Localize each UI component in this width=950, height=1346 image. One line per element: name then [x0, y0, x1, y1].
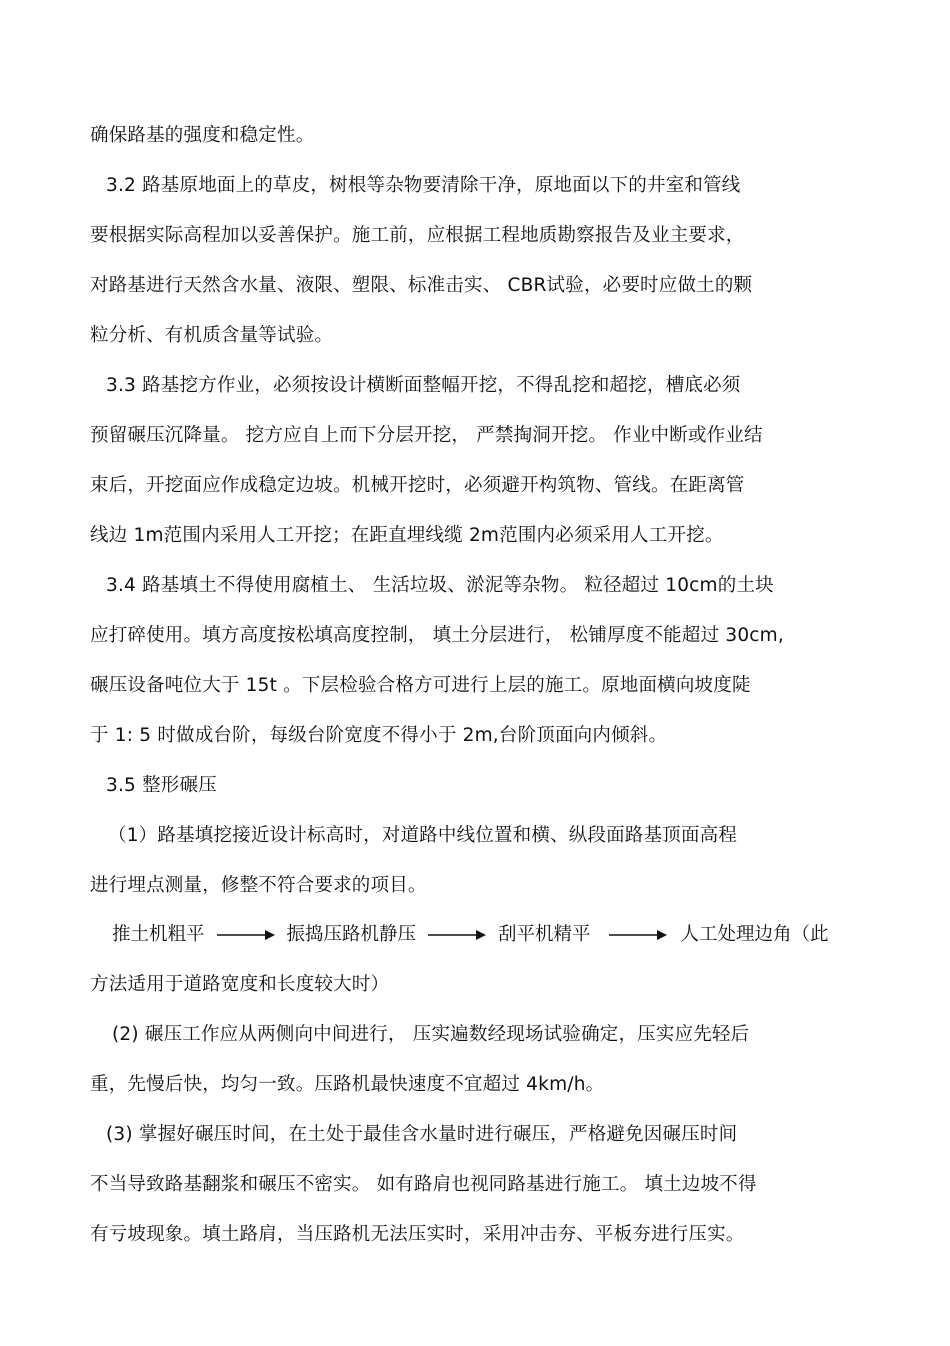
text-line: 不当导致路基翻浆和碾压不密实。 如有路肩也视同路基进行施工。 填土边坡不得 — [90, 1174, 757, 1195]
flow-step: 推土机粗平 — [112, 924, 205, 945]
text-line: 于 1: 5 时做成台阶，每级台阶宽度不得小于 2m,台阶顶面向内倾斜。 — [90, 725, 668, 746]
arrow-right-icon — [609, 928, 667, 942]
text-line: 3.3 路基挖方作业，必须按设计横断面整幅开挖，不得乱挖和超挖，槽底必须 — [106, 375, 741, 396]
flow-step: 人工处理边角（此 — [680, 924, 829, 945]
text-line: 重，先慢后快，均匀一致。压路机最快速度不宜超过 4km/h。 — [90, 1074, 605, 1095]
text-line: (3) 掌握好碾压时间，在土处于最佳含水量时进行碾压，严格避免因碾压时间 — [106, 1124, 738, 1145]
text-line: 要根据实际高程加以妥善保护。施工前，应根据工程地质勘察报告及业主要求， — [90, 225, 745, 246]
text-line: 粒分析、有机质含量等试验。 — [90, 325, 334, 346]
text-line: 3.2 路基原地面上的草皮，树根等杂物要清除干净，原地面以下的井室和管线 — [106, 175, 741, 196]
text-line: 确保路基的强度和稳定性。 — [90, 125, 315, 146]
flow-step: 振捣压路机静压 — [286, 924, 417, 945]
text-line: 方法适用于道路宽度和长度较大时） — [90, 974, 390, 995]
text-line: 预留碾压沉降量。 挖方应自上而下分层开挖， 严禁掏洞开挖。 作业中断或作业结 — [90, 425, 763, 446]
text-line: 应打碎使用。填方高度按松填高度控制， 填土分层进行， 松铺厚度不能超过 30cm, — [90, 625, 784, 646]
text-line: (2) 碾压工作应从两侧向中间进行， 压实遍数经现场试验确定，压实应先轻后 — [112, 1024, 750, 1045]
text-line: 对路基进行天然含水量、液限、塑限、标准击实、 CBR试验，必要时应做土的颗 — [90, 275, 753, 296]
process-flow — [112, 920, 829, 950]
arrow-right-icon — [217, 928, 275, 942]
text-line: 有亏坡现象。填土路肩，当压路机无法压实时，采用冲击夯、平板夯进行压实。 — [90, 1224, 745, 1245]
text-line: （1）路基填挖接近设计标高时，对道路中线位置和横、纵段面路基顶面高程 — [108, 825, 738, 846]
text-line: 进行埋点测量，修整不符合要求的项目。 — [90, 875, 427, 896]
text-line: 碾压设备吨位大于 15t 。下层检验合格方可进行上层的施工。原地面横向坡度陡 — [90, 675, 751, 696]
text-line: 束后，开挖面应作成稳定边坡。机械开挖时，必须避开构筑物、管线。在距离管 — [90, 475, 745, 496]
flow-step: 刮平机精平 — [498, 924, 591, 945]
text-line: 3.4 路基填土不得使用腐植土、 生活垃圾、淤泥等杂物。 粒径超过 10cm的土块 — [106, 575, 774, 596]
arrow-right-icon — [428, 928, 486, 942]
text-line: 线边 1m范围内采用人工开挖；在距直埋线缆 2m范围内必须采用人工开挖。 — [90, 525, 724, 546]
section-heading: 3.5 整形碾压 — [106, 775, 217, 796]
